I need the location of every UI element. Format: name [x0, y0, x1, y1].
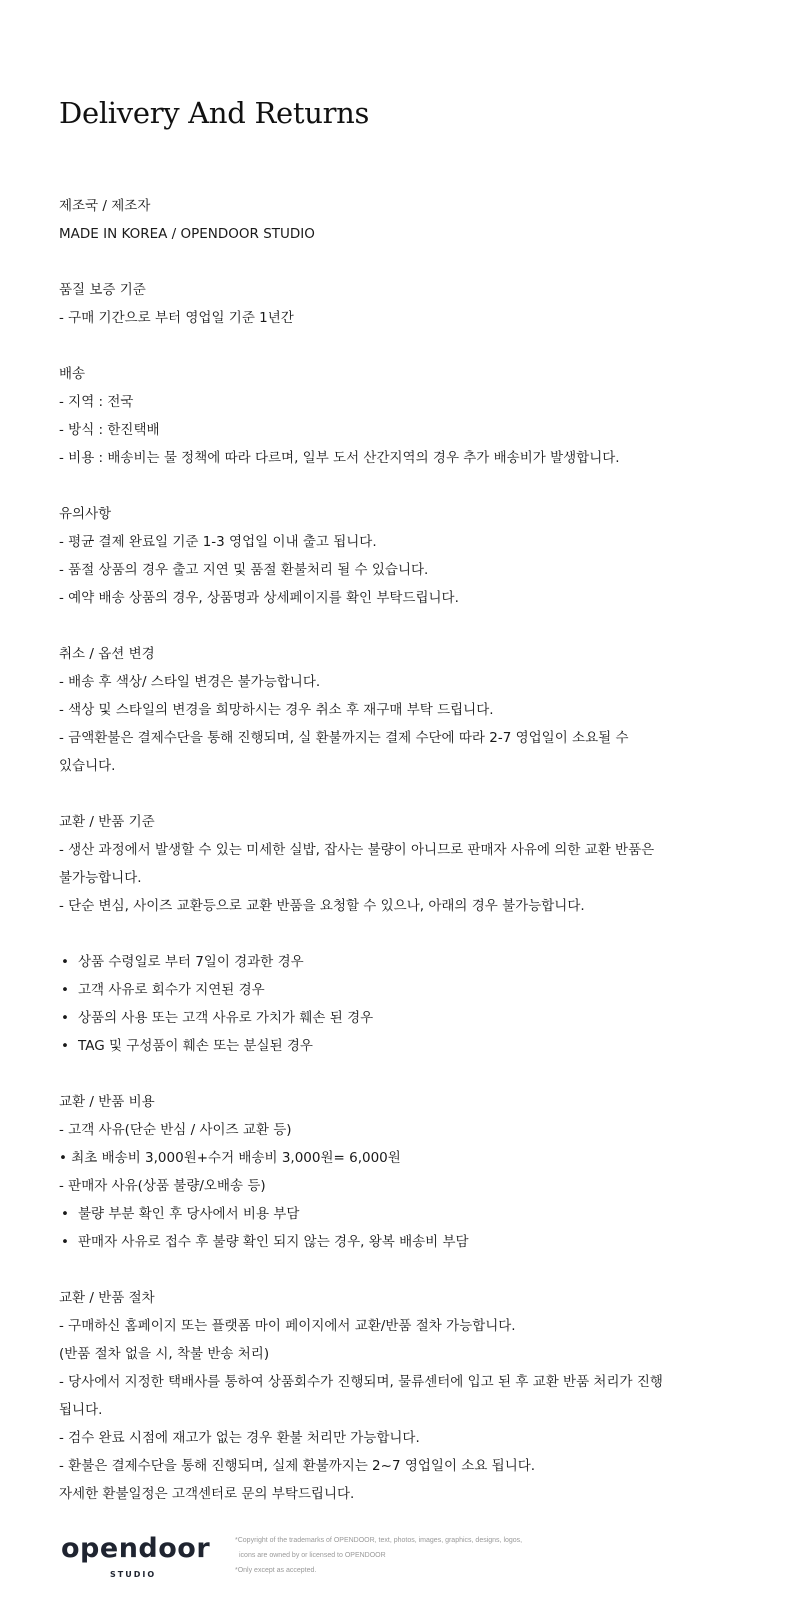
bullet-item — [59, 1004, 759, 1032]
section-line: - 구매하신 홈페이지 또는 플랫폼 마이 페이지에서 교환/반품 절차 가능합니다. — [59, 1318, 516, 1334]
copyright-notice — [235, 1533, 522, 1578]
section-line: - 배송 후 색상/ 스타일 변경은 불가능합니다. — [59, 674, 321, 690]
section-line: - 단순 변심, 사이즈 교환등으로 교환 반품을 요청할 수 있으나, 아래의 경우 불가능합니다. — [59, 898, 585, 914]
bullet-dot: • — [61, 1038, 69, 1054]
section-line: - 색상 및 스타일의 변경을 희망하시는 경우 취소 후 재구매 부탁 드립니다. — [59, 702, 494, 718]
copyright-line: *Only except as accepted. — [235, 1567, 317, 1574]
section-heading: 교환 / 반품 절차 — [59, 1290, 155, 1306]
bullet-item — [59, 1228, 759, 1256]
page-title: Delivery And Returns — [59, 96, 370, 130]
section-heading: 유의사항 — [59, 506, 112, 522]
section-line: - 품절 상품의 경우 출고 지연 및 품절 환불처리 될 수 있습니다. — [59, 562, 429, 578]
section-line: - 생산 과정에서 발생할 수 있는 미세한 실밥, 잡사는 불량이 아니므로 판매자 사유에 의한 교환 반품은 — [59, 842, 655, 858]
bullet-dot: • — [61, 1234, 69, 1250]
bullet-text: TAG 및 구성품이 훼손 또는 분실된 경우 — [78, 1038, 313, 1054]
section-cancel — [59, 640, 759, 780]
brand-logo: opendoor — [61, 1533, 211, 1564]
section-heading: 품질 보증 기준 — [59, 282, 146, 298]
section-line: - 비용 : 배송비는 물 정책에 따라 다르며, 일부 도서 산간지역의 경우 추가 배송비가 발생합니다. — [59, 450, 620, 466]
bullet-item — [59, 948, 759, 976]
section-line: 불가능합니다. — [59, 870, 142, 886]
bullet-dot: • — [61, 982, 69, 998]
copyright-line: icons are owned by or licensed to OPENDOOR — [239, 1552, 386, 1559]
section-heading: 배송 — [59, 366, 86, 382]
section-exchange-cost — [59, 1088, 759, 1256]
section-line: - 구매 기간으로 부터 영업일 기준 1년간 — [59, 310, 294, 326]
section-line: MADE IN KOREA / OPENDOOR STUDIO — [59, 226, 315, 242]
section-line: - 방식 : 한진택배 — [59, 422, 160, 438]
bullet-dot: • — [61, 1010, 69, 1026]
section-line: 됩니다. — [59, 1402, 103, 1418]
spacer — [59, 920, 759, 948]
section-line: 있습니다. — [59, 758, 116, 774]
brand-logo-sub: STUDIO — [110, 1570, 157, 1579]
section-line: - 검수 완료 시점에 재고가 없는 경우 환불 처리만 가능합니다. — [59, 1430, 420, 1446]
section-notes — [59, 500, 759, 612]
bullet-item — [59, 976, 759, 1004]
policy-content — [59, 192, 759, 1536]
section-line: 자세한 환불일정은 고객센터로 문의 부탁드립니다. — [59, 1486, 355, 1502]
section-exchange-criteria — [59, 808, 759, 1060]
bullet-dot: • — [61, 1206, 69, 1222]
bullet-text: 고객 사유로 회수가 지연된 경우 — [78, 982, 265, 998]
bullet-text: 상품 수령일로 부터 7일이 경과한 경우 — [78, 954, 304, 970]
bullet-dot: • — [61, 954, 69, 970]
section-line: • 최초 배송비 3,000원+수거 배송비 3,000원= 6,000원 — [59, 1150, 401, 1166]
section-heading: 취소 / 옵션 변경 — [59, 646, 155, 662]
section-line: (반품 절차 없을 시, 착불 반송 처리) — [59, 1346, 270, 1362]
section-warranty — [59, 276, 759, 332]
section-line: - 지역 : 전국 — [59, 394, 134, 410]
section-line: - 평균 결제 완료일 기준 1-3 영업일 이내 출고 됩니다. — [59, 534, 377, 550]
section-heading: 제조국 / 제조자 — [59, 198, 151, 214]
bullet-item — [59, 1032, 759, 1060]
bullet-text: 불량 부분 확인 후 당사에서 비용 부담 — [78, 1206, 300, 1222]
section-origin — [59, 192, 759, 248]
bullet-text: 상품의 사용 또는 고객 사유로 가치가 훼손 된 경우 — [78, 1010, 374, 1026]
section-line: - 예약 배송 상품의 경우, 상품명과 상세페이지를 확인 부탁드립니다. — [59, 590, 459, 606]
copyright-line: *Copyright of the trademarks of OPENDOOR, text, photos, images, graphics, designs, logos, — [235, 1537, 523, 1544]
footer — [59, 1533, 759, 1583]
section-line: - 고객 사유(단순 반심 / 사이즈 교환 등) — [59, 1122, 292, 1138]
section-exchange-process — [59, 1284, 759, 1508]
section-heading: 교환 / 반품 기준 — [59, 814, 155, 830]
bullet-text: 판매자 사유로 접수 후 불량 확인 되지 않는 경우, 왕복 배송비 부담 — [78, 1234, 469, 1250]
section-heading: 교환 / 반품 비용 — [59, 1094, 155, 1110]
section-line: - 판매자 사유(상품 불량/오배송 등) — [59, 1178, 266, 1194]
section-line: - 환불은 결제수단을 통해 진행되며, 실제 환불까지는 2~7 영업일이 소요 됩니다. — [59, 1458, 536, 1474]
section-line: - 금액환불은 결제수단을 통해 진행되며, 실 환불까지는 결제 수단에 따라 2-7 영업일이 소요될 수 — [59, 730, 629, 746]
bullet-item — [59, 1200, 759, 1228]
section-shipping — [59, 360, 759, 472]
section-line: - 당사에서 지정한 택배사를 통하여 상품회수가 진행되며, 물류센터에 입고 된 후 교환 반품 처리가 진행 — [59, 1374, 663, 1390]
